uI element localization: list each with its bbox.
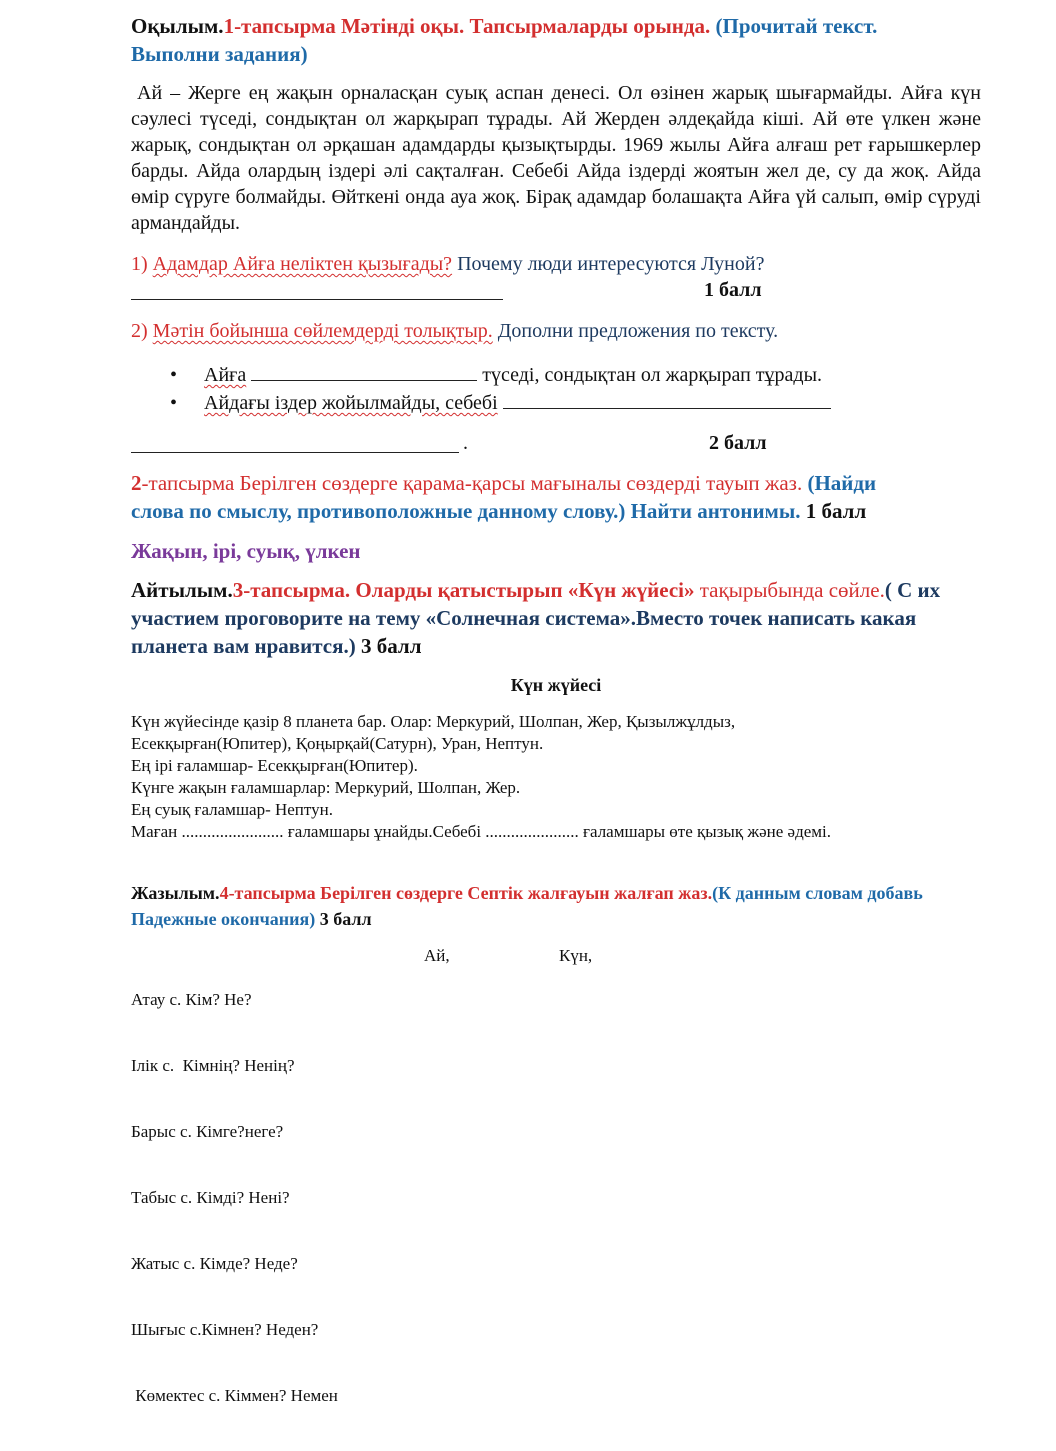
task2-header [131,469,931,525]
bullet2-start: Айдағы іздер жойылмайды, себебі [204,392,498,414]
word-kun: Күн, [559,946,593,965]
solar-line-6: Маған ........................ ғаламшары ұнайды.Себебі ...................... ғаламшары өте қызық және әдемі. [131,822,832,841]
task4-title-kz: -тапсырма Берілген сөздерге Септік жалғауын жалғап жаз. [228,883,713,903]
reading-paragraph: Ай – Жерге ең жақын орналасқан суық аспан денесі. Ол өзінен жарық шығармайды. Айға күн сәулесі түседі, сондықтан ол жарқырап тұрады. Ай Жерден әлдеқайда кіші. Ай өте үлкен және жарық, сондықтан ол әрқашан адамдарды қызықтырды. 1969 жылы Айға алғаш рет ғарышкерлер барды. Айда олардың іздері әлі сақталған. Себебі Айда іздерді жоятын жел де, су да жоқ. Айда өмір сүруге болмайды. Өйткені онда ауа жоқ. Бірақ адамдар болашақта Айға үй салып, өмір сүруді армандайды. [131,82,981,234]
q1-text-kz: Адамдар Айға неліктен қызығады? [152,253,453,275]
task2-title-ru: (Найди слова по смыслу, противоположные данному слову.) Найти антонимы. [131,471,877,523]
task4-section: Жазылым. [131,883,220,903]
q2-number: 2) [131,320,148,342]
q2-points: 2 балл [709,432,767,454]
q2-bullet-1 [170,361,831,389]
solar-line-1: Күн жүйесінде қазір 8 планета бар. Олар: Меркурий, Шолпан, Жер, Қызылжұлдыз, [131,712,736,731]
task3-points: 3 балл [361,634,422,658]
task3-header [131,576,961,660]
q1-answer-line[interactable] [131,283,503,300]
task3-number: 3 [232,578,244,602]
solar-line-3: Ең ірі ғаламшар- Есекқырған(Юпитер). [131,756,418,775]
task3-section: Айтылым. [131,578,233,602]
bullet1-end: түседі, сондықтан ол жарқырап тұрады. [482,364,823,386]
task2-title-kz: -тапсырма Берілген сөздерге қарама-қарсы мағыналы сөздерді тауып жаз. [141,471,803,495]
task3-title-kz-a: -тапсырма. Оларды қатыстырып [243,578,568,602]
question-2 [131,318,778,344]
case-locative: Жатыс с. Кімде? Неде? [131,1254,298,1273]
q2-text-ru: Дополни предложения по тексту. [497,320,779,342]
solar-system-text [131,711,831,843]
case-dative: Барыс с. Кімге?неге? [131,1122,284,1141]
case-accusative: Табыс с. Кімді? Нені? [131,1188,290,1207]
task3-title-kz-b: тақырыбында сөйле. [694,578,885,602]
case-ablative: Шығыс с.Кімнен? Неден? [131,1320,319,1339]
solar-line-5: Ең суық ғаламшар- Нептун. [131,800,333,819]
task4-points: 3 балл [319,909,372,929]
task1-title-kz: -тапсырма Мәтінді оқы. Тапсырмаларды орында. [234,14,711,38]
bullet2-blank[interactable] [503,390,831,409]
task2-number: 2 [131,471,142,495]
question-1 [131,251,764,277]
bullet1-start: Айға [204,364,247,386]
task2-points: 1 балл [805,499,867,523]
solar-line-2: Есекқырған(Юпитер), Қоңырқай(Сатурн), Уран, Нептун. [131,734,544,753]
word-ai: Ай, [424,946,450,965]
solar-line-4: Күнге жақын ғаламшарлар: Меркурий, Шолпан, Жер. [131,778,521,797]
q1-text-ru: Почему люди интересуются Луной? [457,253,765,275]
task1-number: 1 [223,14,235,38]
q1-points: 1 балл [704,279,762,301]
task3-title-ru: ( С их участием проговорите на тему «Солнечная система».Вместо точек написать какая планета вам нравится.) [131,578,941,658]
q2-answer-line[interactable] [131,436,459,453]
task1-title-ru: (Прочитай текст. Выполни задания) [131,14,878,66]
case-nominative: Атау с. Кім? Не? [131,990,252,1009]
q2-bullet-2 [170,389,831,417]
case-instrumental: Көмектес с. Кіммен? Немен [131,1386,338,1405]
antonym-words: Жақын, ірі, суық, үлкен [131,539,361,563]
q2-bullet-list [170,361,831,417]
q2-text-kz: Мәтін бойынша сөйлемдерді толықтыр. [152,320,493,342]
bullet1-blank[interactable] [251,362,477,381]
task1-section: Оқылым. [131,14,224,38]
q1-number: 1) [131,253,148,275]
q2-end-dot: . [463,432,468,454]
solar-system-heading: Күн жүйесі [510,675,602,695]
case-genitive: Ілік с. Кімнің? Ненің? [131,1056,295,1075]
task3-topic: «Күн жүйесі» [567,578,695,602]
task4-number: 4 [219,883,229,903]
task4-title-ru: (К данным словам добавь Падежные окончания) [131,883,923,929]
task1-header [131,12,931,68]
task4-header [131,880,971,932]
case-list [131,945,338,1451]
